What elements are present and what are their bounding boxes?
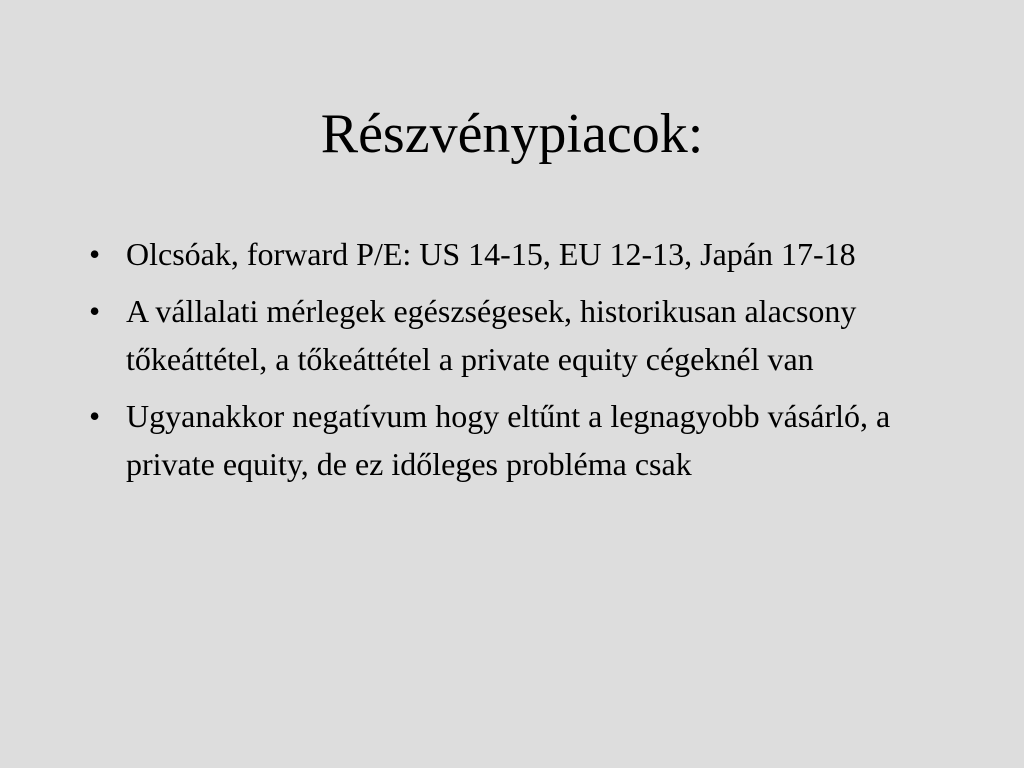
list-item: [76, 287, 976, 383]
bullet-icon: •: [89, 293, 101, 329]
slide-title: Részvénypiacok:: [320, 103, 704, 165]
bullet-text: A vállalati mérlegek egészségesek, historikusan alacsony tőkeáttétel, a tőkeáttétel a private equity cégeknél van: [126, 293, 857, 377]
bullet-icon: •: [89, 398, 101, 434]
list-item: [76, 392, 976, 488]
bullet-text: Olcsóak, forward P/E: US 14-15, EU 12-13, Japán 17-18: [126, 236, 856, 272]
list-item: [76, 230, 976, 278]
bullet-text: Ugyanakkor negatívum hogy eltűnt a legnagyobb vásárló, a private equity, de ez időleges probléma csak: [126, 398, 891, 482]
bullet-list: [76, 230, 976, 497]
bullet-icon: •: [89, 236, 101, 272]
